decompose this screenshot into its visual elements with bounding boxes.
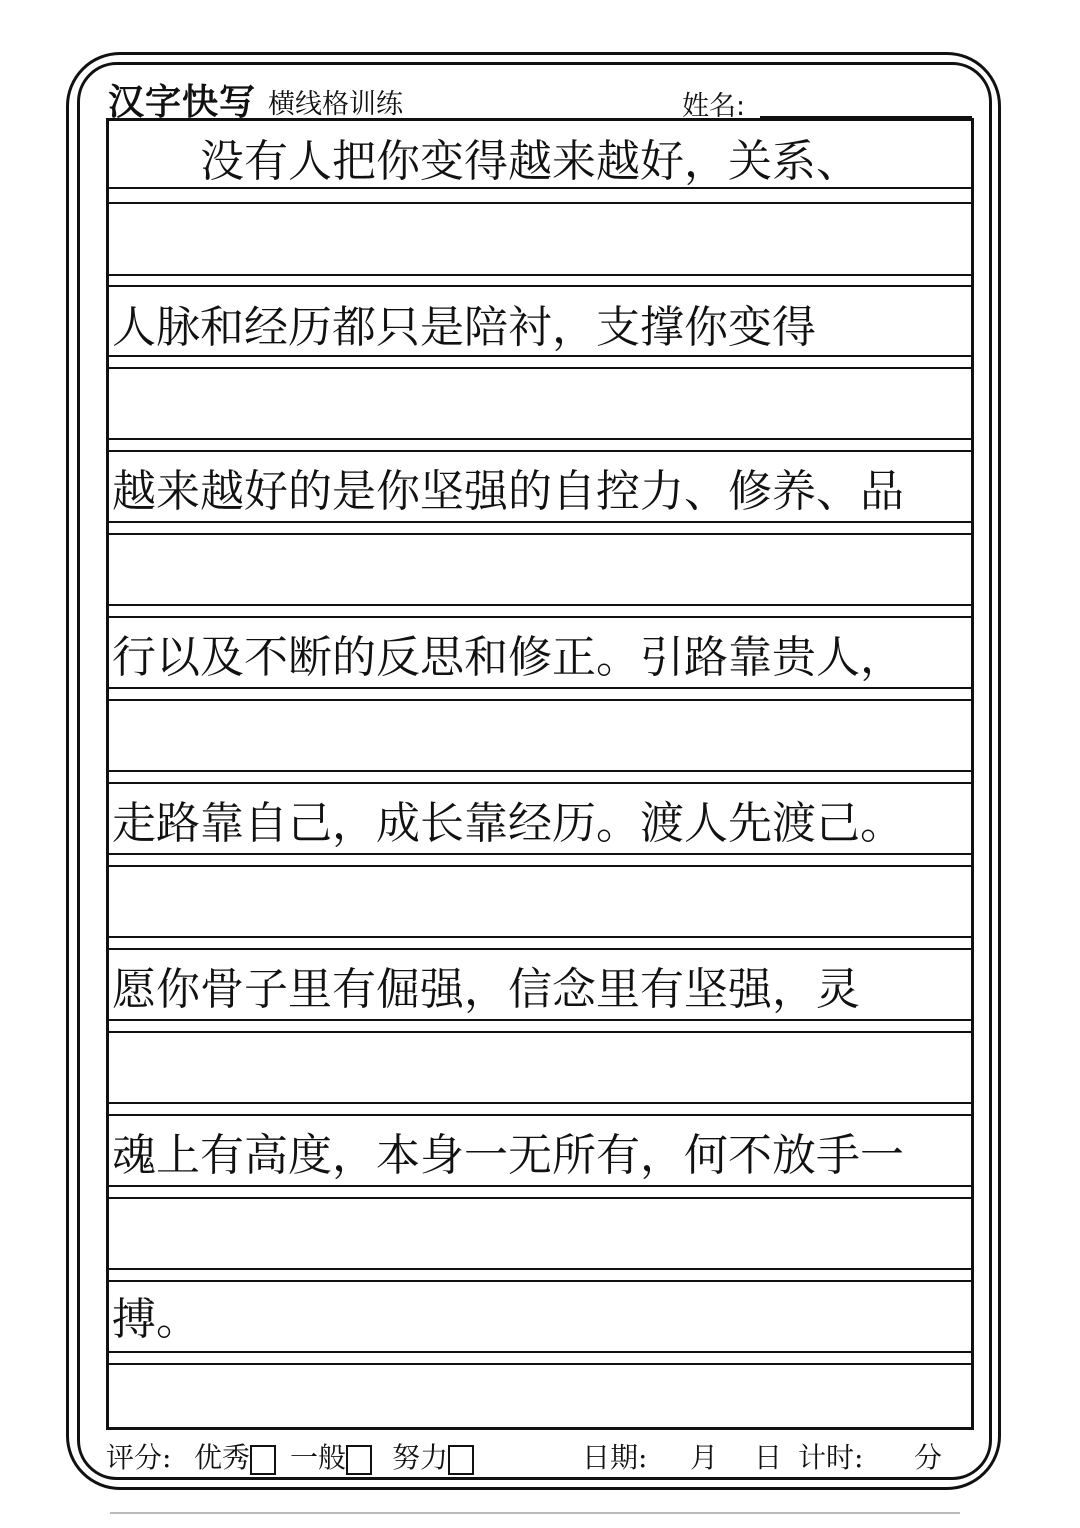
effort-label: 努力 (392, 1441, 449, 1474)
ruled-line (106, 533, 974, 535)
ruled-line (106, 699, 974, 701)
ruled-line (106, 274, 974, 276)
ruled-line (106, 1268, 974, 1270)
score-option-effort (392, 1436, 474, 1476)
ruled-line (106, 616, 974, 618)
text-line: 行以及不断的反思和修正。引路靠贵人， (112, 632, 904, 683)
effort-checkbox[interactable] (448, 1445, 474, 1475)
ruled-line (106, 865, 974, 867)
text-line: 愿你骨子里有倔强，信念里有坚强，灵 (112, 964, 860, 1015)
ruled-line (106, 1363, 974, 1365)
text-line: 魂上有高度，本身一无所有，何不放手一 (112, 1130, 904, 1181)
ruled-line (106, 1280, 974, 1282)
name-label: 姓名: (682, 91, 746, 122)
ruled-line (106, 438, 974, 440)
text-line: 人脉和经历都只是陪衬，支撑你变得 (112, 302, 816, 353)
ruled-line (106, 1102, 974, 1104)
worksheet-subtitle: 横线格训练 (268, 89, 403, 120)
ruled-line (106, 202, 974, 204)
score-option-average (290, 1436, 372, 1476)
worksheet-title: 汉字快写 (108, 82, 257, 123)
average-checkbox[interactable] (346, 1445, 372, 1475)
ruled-line (106, 450, 974, 452)
ruled-line (106, 1114, 974, 1116)
ruled-line (106, 1197, 974, 1199)
text-line: 越来越好的是你坚强的自控力、修养、品 (112, 466, 904, 517)
score-option-excellent (194, 1436, 276, 1476)
ruled-line (106, 948, 974, 950)
timer-label: 计时: (798, 1441, 864, 1474)
day-label: 日 (754, 1441, 783, 1474)
ruled-line (106, 936, 974, 938)
ruled-line (106, 367, 974, 369)
footer (106, 1432, 974, 1476)
scan-edge-line (110, 1512, 960, 1514)
text-line: 搏。 (112, 1294, 200, 1345)
minutes-label: 分 (914, 1441, 943, 1474)
date-label: 日期: (582, 1441, 648, 1474)
ruled-line (106, 770, 974, 772)
text-line: 没有人把你变得越来越好，关系、 (112, 136, 860, 187)
ruled-line (106, 604, 974, 606)
ruled-line (106, 1351, 974, 1353)
text-line: 走路靠自己，成长靠经历。渡人先渡己。 (112, 798, 904, 849)
excellent-checkbox[interactable] (250, 1445, 276, 1475)
average-label: 一般 (290, 1441, 347, 1474)
ruled-line (106, 782, 974, 784)
excellent-label: 优秀 (194, 1441, 251, 1474)
ruled-line (106, 1031, 974, 1033)
month-label: 月 (690, 1441, 719, 1474)
score-label: 评分: (106, 1441, 172, 1474)
ruled-line (106, 285, 974, 287)
